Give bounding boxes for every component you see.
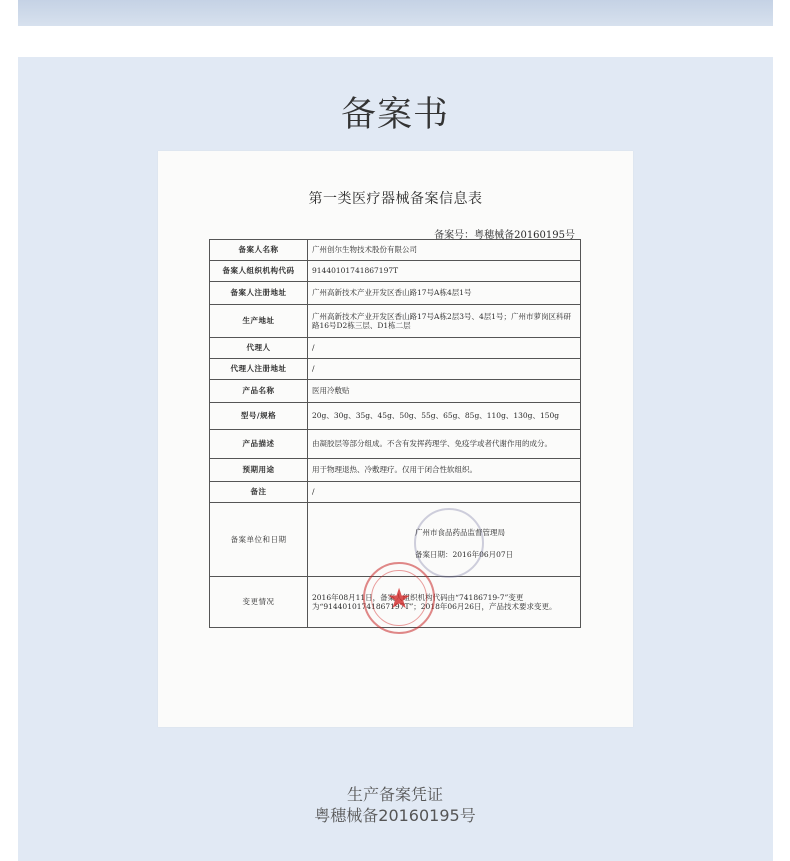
table-row bbox=[210, 282, 581, 305]
company-seal-icon bbox=[363, 562, 435, 634]
row-value: 医用冷敷贴 bbox=[308, 380, 581, 403]
record-certificate-document bbox=[158, 151, 633, 727]
row-value: 20g、30g、35g、45g、50g、55g、65g、85g、110g、130g、150g bbox=[308, 403, 581, 430]
row-label: 生产地址 bbox=[210, 305, 308, 338]
table-row bbox=[210, 261, 581, 282]
row-label: 产品描述 bbox=[210, 430, 308, 459]
table-row bbox=[210, 459, 581, 482]
row-label: 代理人注册地址 bbox=[210, 359, 308, 380]
row-label: 备案人组织机构代码 bbox=[210, 261, 308, 282]
unit-label: 备案单位和日期 bbox=[210, 503, 308, 577]
unit-cell bbox=[308, 503, 581, 577]
table-row bbox=[210, 430, 581, 459]
table-row bbox=[210, 240, 581, 261]
stamp-area bbox=[312, 504, 576, 575]
row-value: 广州高新技术产业开发区香山路17号A栋2层3号、4层1号；广州市萝岗区科研路16号D2栋三层、D1栋二层 bbox=[308, 305, 581, 338]
table-row bbox=[210, 482, 581, 503]
caption-record-number: 粤穗械备20160195号 bbox=[314, 806, 476, 825]
row-label: 备注 bbox=[210, 482, 308, 503]
record-date: 备案日期：2016年06月07日 bbox=[415, 550, 514, 559]
table-row bbox=[210, 359, 581, 380]
unit-name: 广州市食品药品监督管理局 bbox=[415, 528, 505, 537]
row-label: 备案人名称 bbox=[210, 240, 308, 261]
change-label: 变更情况 bbox=[210, 577, 308, 628]
row-value: / bbox=[308, 338, 581, 359]
row-value: 广州高新技术产业开发区香山路17号A栋4层1号 bbox=[308, 282, 581, 305]
row-value: / bbox=[308, 482, 581, 503]
row-label: 备案人注册地址 bbox=[210, 282, 308, 305]
row-label: 型号/规格 bbox=[210, 403, 308, 430]
table-row bbox=[210, 403, 581, 430]
row-value: 用于物理退热、冷敷理疗。仅用于闭合性软组织。 bbox=[308, 459, 581, 482]
caption-title: 生产备案凭证 bbox=[346, 785, 443, 804]
top-banner bbox=[18, 0, 773, 26]
row-label: 代理人 bbox=[210, 338, 308, 359]
document-title: 第一类医疗器械备案信息表 bbox=[308, 191, 483, 207]
row-label: 产品名称 bbox=[210, 380, 308, 403]
row-value: 91440101741867197T bbox=[308, 261, 581, 282]
fda-seal-icon bbox=[414, 508, 484, 578]
table-row bbox=[210, 380, 581, 403]
table-row bbox=[210, 305, 581, 338]
row-value: / bbox=[308, 359, 581, 380]
record-number: 备案号：粤穗械备20160195号 bbox=[434, 230, 575, 241]
change-value: 2016年08月11日，备案人组织机构代码由“74186719-7”变更为“91440101741867197T”；2018年06月26日，产品技术要求变更。 bbox=[308, 577, 581, 628]
row-label: 预期用途 bbox=[210, 459, 308, 482]
seal-ring bbox=[371, 570, 427, 626]
row-value: 广州创尔生物技术股份有限公司 bbox=[308, 240, 581, 261]
page-title: 备案书 bbox=[340, 95, 449, 135]
table-row bbox=[210, 338, 581, 359]
seal-star-icon: ★ bbox=[386, 581, 412, 615]
row-value: 由凝胶层等部分组成。不含有发挥药理学、免疫学或者代谢作用的成分。 bbox=[308, 430, 581, 459]
